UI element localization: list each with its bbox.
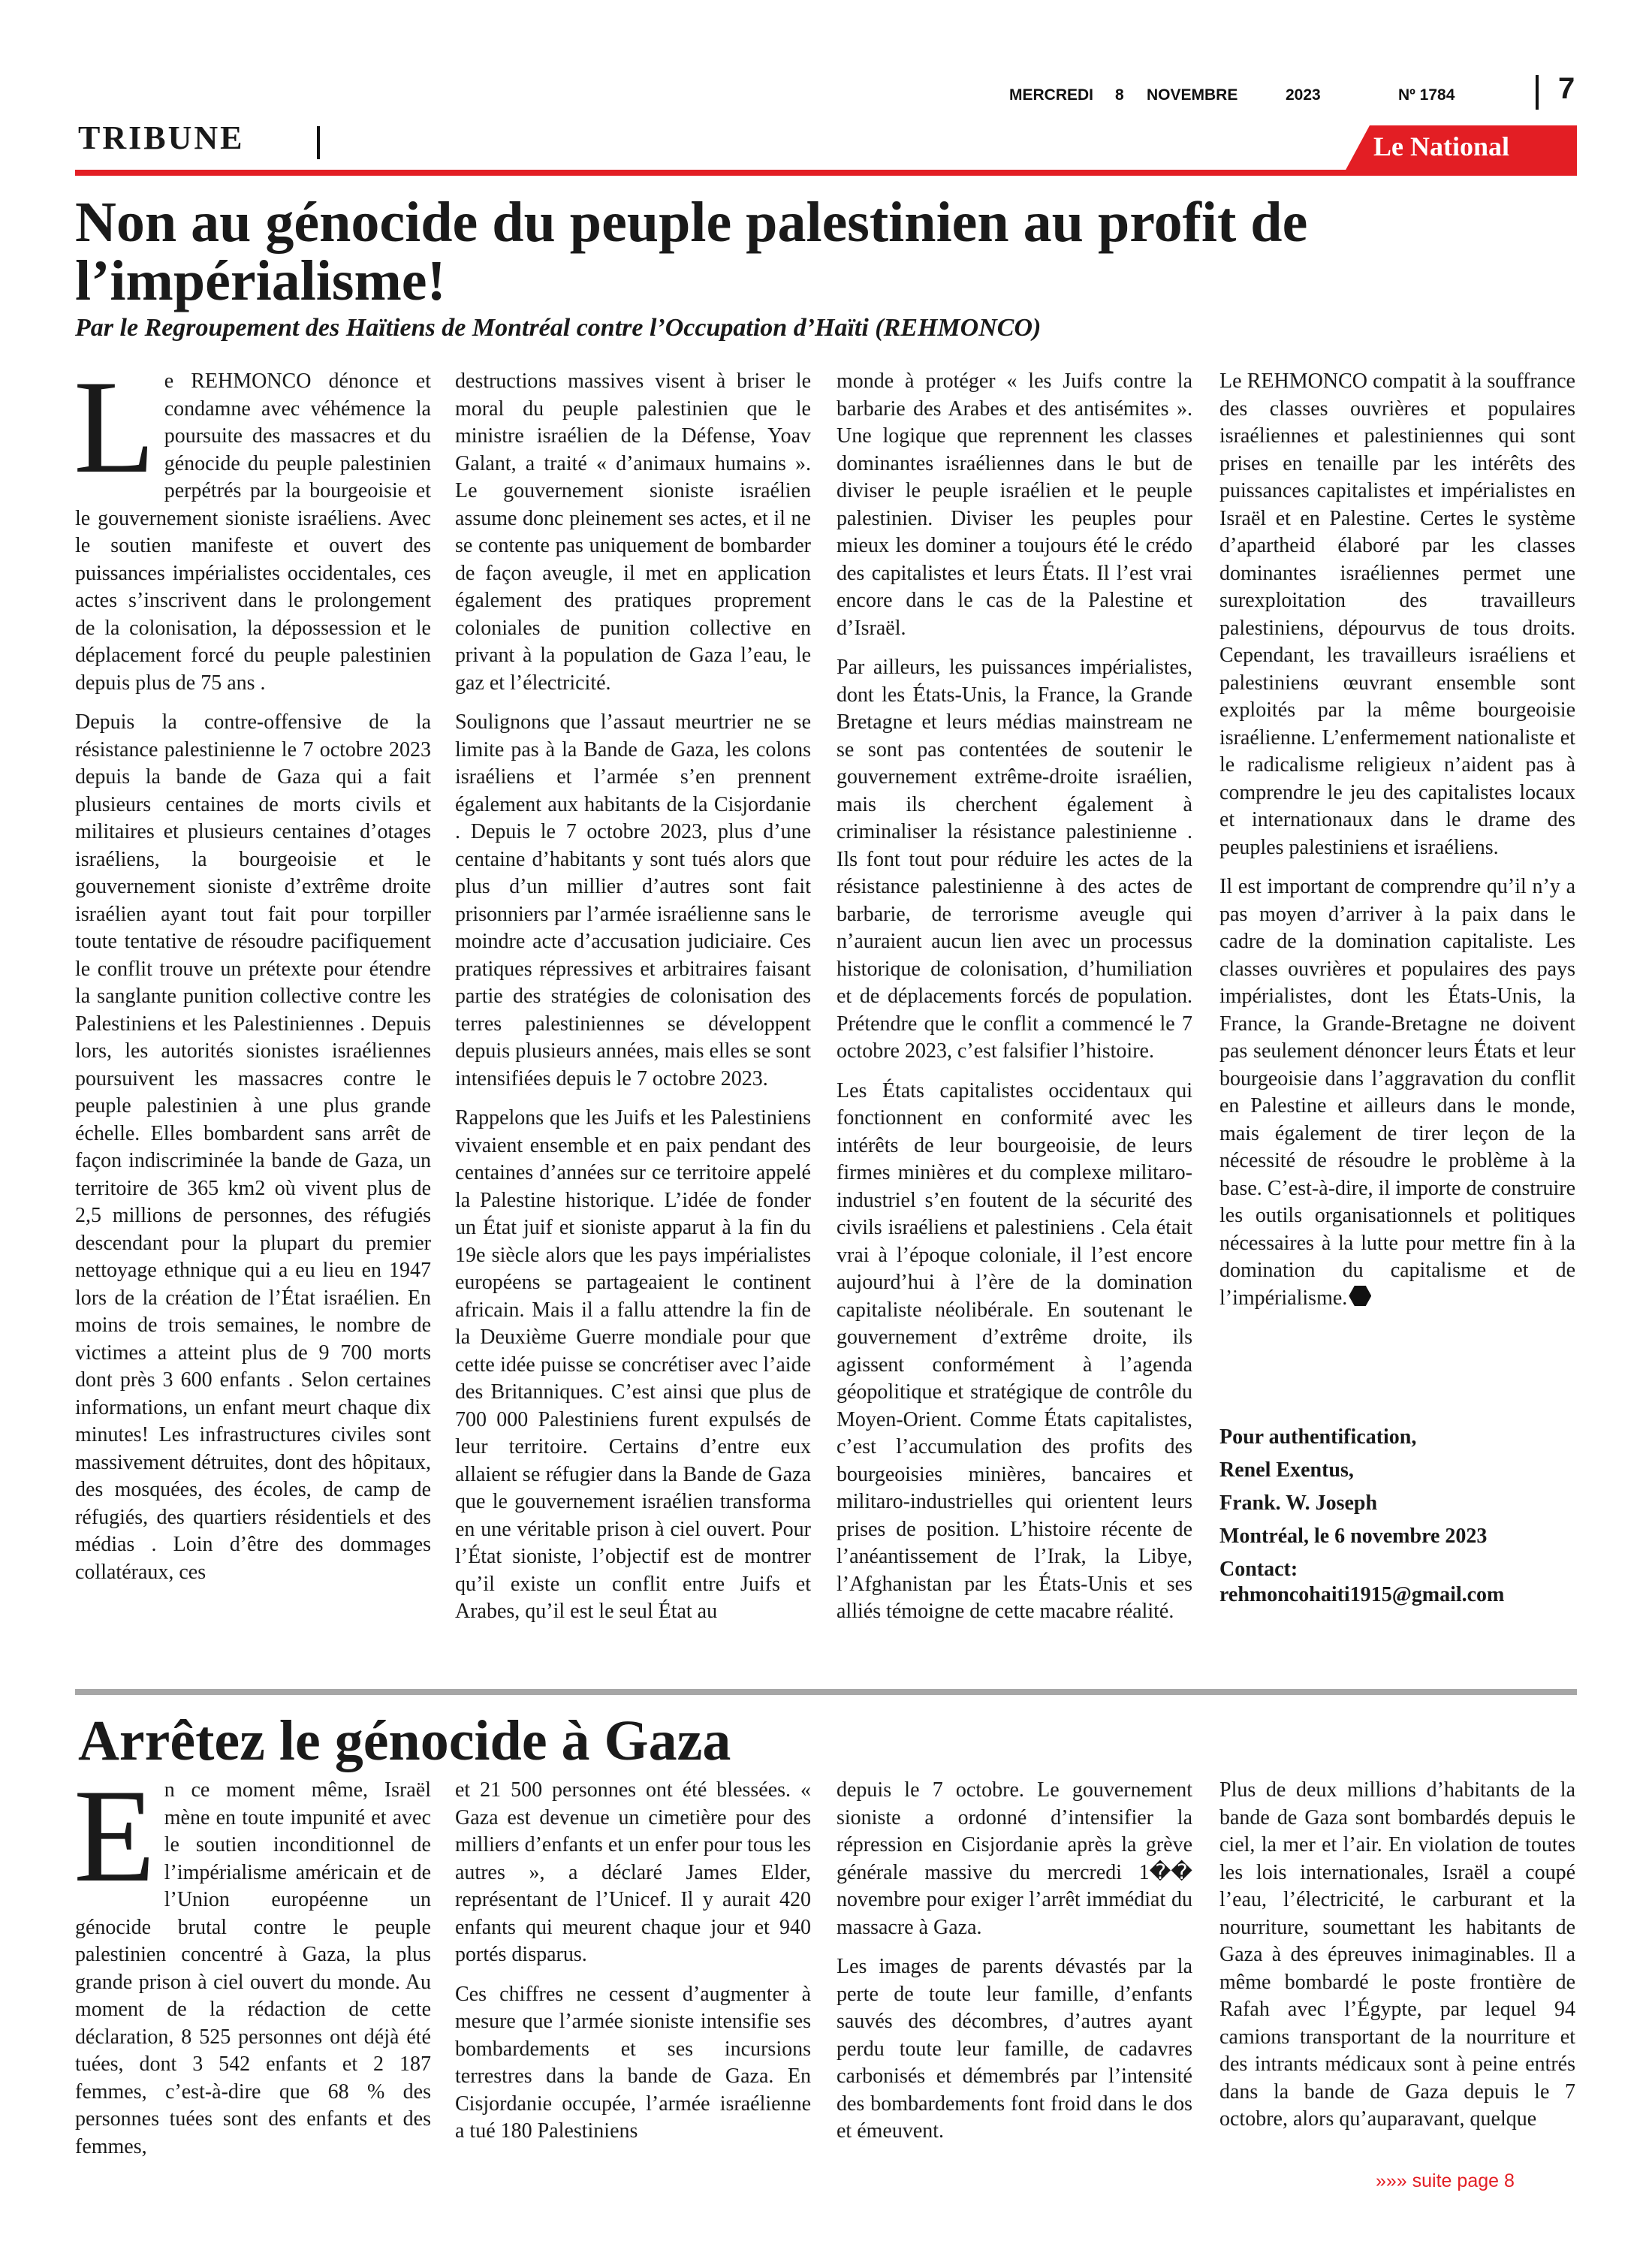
article-paragraph: depuis le 7 octobre. Le gouvernement sioniste a ordonné d’intensifier la répression en Cisjordanie après la grève générale massive du mercredi 1�� novembre pour exiger l’arrêt immédiat du massacre à Gaza. (837, 1778, 1192, 1939)
article-paragraph: Ces chiffres ne cessent d’augmenter à mesure que l’armée sioniste intensifie ses bombardements et ses incursions terrestres dans la bande de Gaza. En Cisjordanie occupée, l’armée israélienne a tué 180 Palestiniens (455, 1982, 811, 2143)
article-paragraph: Par ailleurs, les puissances impérialistes, dont les États-Unis, la France, la Grande Bretagne et leurs médias mainstream ne se sont pas contentées de soutenir le gouvernement extrême-droite israélien, mais ils cherchent également à criminaliser la résistance palestinienne . Ils font tout pour réduire les actes de la résistance palestinienne à des actes de barbarie, de terrorisme aveugle qui n’auraient aucun lien avec un processus historique de colonisation, d’humiliation et de déplacements forcés de population. Prétendre que le conflit a commencé le 7 octobre 2023, c’est falsifier l’histoire. (837, 656, 1192, 1063)
article-paragraph: Le REHMONCO compatit à la souffrance des classes ouvrières et populaires israéliennes et palestiniennes qui sont prises en tenaille par les intérêts des puissances capitalistes et impérialistes en Israël et en Palestine. Certes le système d’apartheid élaboré par les classes dominantes israéliennes permet une surexploitation des travailleurs palestiniens, dépourvus de tous droits. Cependant, les travailleurs israéliens et palestiniens œuvrant ensemble sont exploités par la même bourgeoisie israélienne. L’enfermement nationaliste et le radicalisme religieux n’aident pas à comprendre le jeu des capitalistes locaux et internationaux dans le drame des peuples palestiniens et israéliens. (1219, 369, 1575, 859)
signature-line: Pour authentification, (1219, 1425, 1417, 1449)
article-paragraph: Rappelons que les Juifs et les Palestiniens vivaient ensemble et en paix pendant des centaines d’années sur ce territoire appelé la Palestine historique. L’idée de fonder un État juif et sioniste apparut à la fin du 19e siècle alors que les pays impérialistes européens se partageaient le continent africain. Mais il a fallu attendre la fin de la Deuxième Guerre mondiale pour que cette idée puisse se concrétiser avec l’aide des Britanniques. C’est ainsi que plus de 700 000 Palestiniens furent expulsés de leur territoire. Certains d’entre eux allaient se réfugier dans la Bande de Gaza que le gouvernement israélien transforma en une véritable prison à ciel ouvert. Pour l’État sioniste, l’objectif est de montrer qu’il existe un conflit entre Juifs et Arabes, qu’il est le seul État au (455, 1106, 811, 1623)
signature-line: Montréal, le 6 novembre 2023 (1219, 1525, 1488, 1548)
article-paragraph: Plus de deux millions d’habitants de la bande de Gaza sont bombardés depuis le ciel, la mer et l’air. En violation de toutes les lois internationales, Israël a coupé l’eau, l’électricité, le carburant et la nourriture, soumettant les habitants de Gaza à des épreuves inimaginables. Il a même bombardé le poste frontière de Rafah avec l’Égypte, par lequel 94 camions transportant de la nourriture et des intrants médicaux sont à peine entrés dans la bande de Gaza depuis le 7 octobre, alors qu’auparavant, quelque (1219, 1778, 1575, 2131)
article-2-column-1 (74, 1761, 431, 2173)
article-paragraph: Il est important de comprendre qu’il n’y a pas moyen d’arriver à la paix dans le cadre de la domination capitaliste. Les classes ouvrières et populaires des pays impérialistes, dont les États-Unis, la France, la Grande-Bretagne ne doivent pas seulement dénoncer leurs États et leur bourgeoisie dans l’aggravation du conflit en Palestine et ailleurs dans le monde, mais également de tirer leçon de la nécessité de résoudre le problème à la base. C’est-à-dire, il importe de construire les outils organisationnels et politiques nécessaires à la lutte pour mettre fin à la domination du capitalisme et de l’impérialisme. (1219, 875, 1575, 1310)
signature-line: Frank. W. Joseph (1219, 1491, 1378, 1515)
drop-cap: E (74, 1761, 155, 1910)
issue-month: NOVEMBRE (1147, 86, 1238, 104)
article-divider (75, 1689, 1577, 1695)
continuation-link[interactable]: »»» suite page 8 (1376, 2170, 1515, 2191)
issue-number: Nº 1784 (1398, 86, 1455, 104)
article-column-3 (837, 368, 1192, 1638)
article-column-4 (1219, 368, 1575, 1324)
signature-line: Renel Exentus, (1219, 1458, 1354, 1482)
drop-cap: L (74, 352, 155, 501)
article-paragraph: En ce moment même, Israël mène en toute impunité et avec le soutien inconditionnel de l’impérialisme américain et de l’Union européenne un génocide brutal contre le peuple palestinien concentré à Gaza, la plus grande prison à ciel ouvert du monde. Au moment de la rédaction de cette déclaration, 8 525 personnes ont déjà été tuées, dont 3 542 enfants et 2 187 femmes, c’est-à-dire que 68 % des personnes tuées sont des enfants et des femmes, (74, 1761, 431, 2158)
article-column-2 (455, 368, 811, 1638)
article-paragraph: Les images de parents dévastés par la perte de toute leur famille, d’enfants sauvés des décombres, d’autres ayant perdu toute leur famille, de cadavres carbonisés et démembrés par l’intensité des bombardements font froid dans le dos et émeuvent. (837, 1955, 1192, 2143)
article-2-column-4 (1219, 1777, 1575, 2146)
article-paragraph: et 21 500 personnes ont été blessées. « Gaza est devenue un cimetière pour des milliers d’enfants et un enfer pour tous les autres », a déclaré James Elder, représentant de l’Unicef. Il y aurait 420 enfants qui meurent chaque jour et 940 portés disparus. (455, 1778, 811, 1966)
article-column-1 (74, 352, 431, 1598)
article-paragraph: monde à protéger « les Juifs contre la barbarie des Arabes et des antisémites ». Une logique que reprennent les classes dominantes israéliennes dans le but de diviser le peuple israélien et le peuple palestinien. Diviser les peuples pour mieux les dominer a toujours été le crédo des capitalistes et leurs États. Il l’est vrai encore dans le cas de la Palestine et d’Israël. (837, 369, 1192, 640)
page-number-divider (1536, 75, 1539, 110)
article-byline: Par le Regroupement des Haïtiens de Montréal contre l’Occupation d’Haïti (REHMONCO) (75, 314, 1042, 342)
article-2-column-3 (837, 1777, 1192, 2158)
issue-year: 2023 (1286, 86, 1321, 104)
article-paragraph: Les États capitalistes occidentaux qui fonctionnent en conformité avec les intérêts de leur bourgeoisie, de leurs firmes minières et du complexe militaro-industriel s’en foutent de la sécurité des civils israéliens et palestiniens . Cela était vrai à l’époque coloniale, il l’est encore aujourd’hui à l’ère de la domination capitaliste néolibérale. En soutenant le gouvernement d’extrême droite, ils agissent conformément à l’agenda géopolitique et stratégique de contrôle du Moyen-Orient. Comme États capitalistes, c’est l’accumulation des profits des bourgeoisies minières, bancaires et militaro-industrielles qui orientent leurs prises de position. L’histoire récente de l’anéantissement de l’Irak, la Libye, l’Afghanistan par les États-Unis et ses alliés témoigne de cette macabre réalité. (837, 1078, 1192, 1623)
article-title: Non au génocide du peuple palestinien au profit de l’impérialisme! (75, 191, 1308, 312)
article-paragraph: Soulignons que l’assaut meurtrier ne se limite pas à la Bande de Gaza, les colons israéliens et l’armée s’en prennent également aux habitants de la Cisjordanie . Depuis le 7 octobre 2023, plus d’une centaine d’habitants y sont tués alors que plus d’un millier d’autres sont fait prisonniers par l’armée israélienne sans le moindre acte d’accusation judiciaire. Ces pratiques répressives et arbitraires faisant partie des stratégies de colonisation des terres palestiniennes se développent depuis plusieurs années, mais elles se sont intensifiées depuis le 7 octobre 2023. (455, 710, 811, 1090)
section-label: TRIBUNE (78, 119, 245, 156)
page-number: 7 (1558, 72, 1575, 105)
article-paragraph: Depuis la contre-offensive de la résistance palestinienne le 7 octobre 2023 depuis la bande de Gaza qui a fait plusieurs centaines de morts civils et militaires et plusieurs centaines d’otages israéliens, la bourgeoisie et le gouvernement sioniste d’extrême droite israélien ayant tout fait pour torpiller toute tentative de résoudre pacifiquement le conflit trouve un prétexte pour étendre la sanglante punition collective contre les Palestiniens et les Palestiniennes . Depuis lors, les autorités sionistes israéliennes poursuivent les massacres contre le peuple palestinien à une plus grande échelle. Elles bombardent sans arrêt de façon indiscriminée la bande de Gaza, un territoire de 365 km2 où vivent plus de 2,5 millions de personnes, des réfugiés descendant pour la plupart du premier nettoyage ethnique qui a eu lieu en 1947 lors de la création de l’État israélien. En moins de trois semaines, le nombre de victimes a atteint plus de 9 700 morts dont près 3 600 enfants . Selon certaines informations, un enfant meurt chaque dix minutes! Les infrastructures civiles sont massivement détruites, dont des hôpitaux, des mosquées, des écoles, de camp de réfugiés, des quartiers résidentiels et des médias . Loin d’être des dommages collatéraux, ces (75, 710, 431, 1584)
section-divider (317, 126, 320, 159)
issue-day: MERCREDI (1009, 86, 1094, 104)
article-2-column-2 (455, 1777, 811, 2158)
article-paragraph: Le REHMONCO dénonce et condamne avec véhémence la poursuite des massacres et du génocide du peuple palestinien perpétrés par la bourgeoisie et le gouvernement sioniste israéliens. Avec le soutien manifeste et ouvert des puissances impérialistes occidentales, ces actes s’inscrivent dans le prolongement de la colonisation, la dépossession et le déplacement forcé du peuple palestinien depuis plus de 75 ans . (74, 352, 431, 695)
paper-name: Le National (1373, 131, 1510, 161)
end-mark-icon (1349, 1285, 1371, 1307)
article-paragraph: destructions massives visent à briser le moral du peuple palestinien que le ministre israélien de la Défense, Yoav Galant, a traité « d’animaux humains ». Le gouvernement sioniste israélien assume donc pleinement ses actes, et il ne se contente pas uniquement de bombarder de façon aveugle, il met en application également des pratiques proprement coloniales de punition collective en privant à la population de Gaza l’eau, le gaz et l’électricité. (455, 369, 811, 695)
signature-contact: Contact: rehmoncohaiti1915@gmail.com (1219, 1558, 1505, 1606)
issue-date: 8 (1115, 86, 1124, 104)
signature-block (1219, 1421, 1575, 1608)
article-2-title: Arrêtez le génocide à Gaza (78, 1709, 731, 1772)
